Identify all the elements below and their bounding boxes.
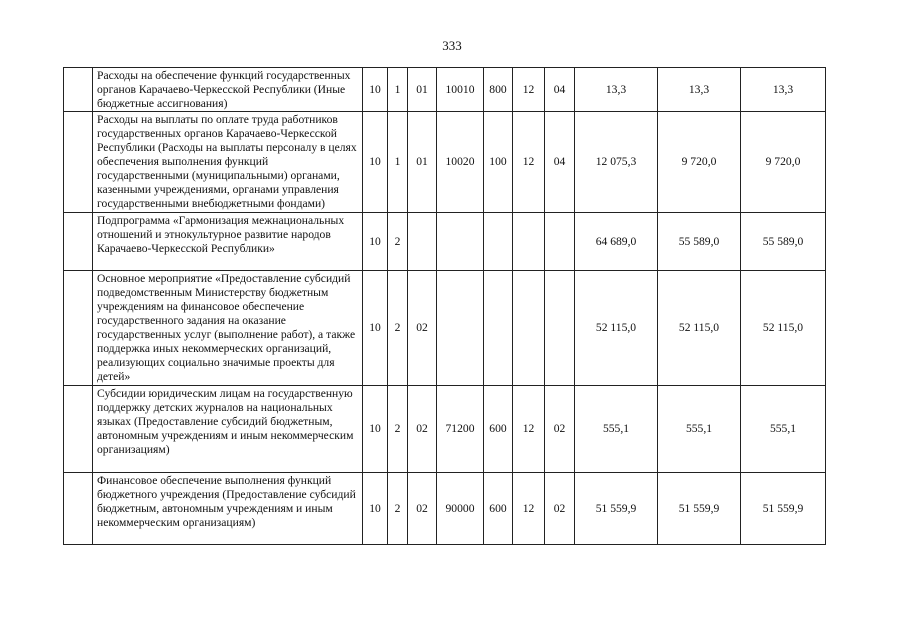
code-cell: 600	[484, 473, 513, 545]
blank-cell	[64, 473, 93, 545]
code-cell: 02	[545, 473, 575, 545]
code-cell: 10	[363, 112, 388, 213]
code-cell: 10	[363, 68, 388, 112]
amount-cell: 55 589,0	[658, 213, 741, 271]
code-cell	[437, 213, 484, 271]
code-cell	[408, 213, 437, 271]
blank-cell	[64, 68, 93, 112]
amount-cell: 13,3	[575, 68, 658, 112]
blank-cell	[64, 386, 93, 473]
row-name: Субсидии юридическим лицам на государственную поддержку детских журналов на национальных языках (Предоставление субсидий бюджетным, автономным учреждениям и иным некоммерческим организациям)	[93, 386, 363, 473]
row-name: Расходы на обеспечение функций государственных органов Карачаево-Черкесской Республики (Иные бюджетные ассигнования)	[93, 68, 363, 112]
table-row	[64, 68, 826, 112]
table-row	[64, 386, 826, 473]
code-cell: 10020	[437, 112, 484, 213]
amount-cell: 64 689,0	[575, 213, 658, 271]
amount-cell: 51 559,9	[658, 473, 741, 545]
amount-cell: 12 075,3	[575, 112, 658, 213]
row-name: Основное мероприятие «Предоставление субсидий подведомственным Министерству бюджетным учреждениям на финансовое обеспечение государственного задания на оказание государственных услуг (выполнение работ), а также поддержка иных некоммерческих организаций, реализующих социально значимые проекты для детей»	[93, 271, 363, 386]
code-cell: 02	[408, 271, 437, 386]
row-name: Расходы на выплаты по оплате труда работников государственных органов Карачаево-Черкесской Республики (Расходы на выплаты персоналу в целях обеспечения выполнения функций государственными (муниципальными) органами, казенными учреждениями, органами управления государственными внебюджетными фондами)	[93, 112, 363, 213]
amount-cell: 52 115,0	[741, 271, 826, 386]
row-name: Подпрограмма «Гармонизация межнациональных отношений и этнокультурное развитие народов Карачаево-Черкесской Республики»	[93, 213, 363, 271]
amount-cell: 51 559,9	[575, 473, 658, 545]
code-cell: 04	[545, 112, 575, 213]
code-cell: 02	[408, 473, 437, 545]
row-name: Финансовое обеспечение выполнения функций бюджетного учреждения (Предоставление субсидий бюджетным, автономным учреждениям и иным некоммерческим организациям)	[93, 473, 363, 545]
blank-cell	[64, 271, 93, 386]
page-number: 333	[442, 38, 462, 53]
code-cell: 10	[363, 386, 388, 473]
code-cell	[484, 271, 513, 386]
code-cell: 12	[513, 386, 545, 473]
code-cell: 01	[408, 68, 437, 112]
code-cell: 71200	[437, 386, 484, 473]
amount-cell: 9 720,0	[658, 112, 741, 213]
table-row	[64, 473, 826, 545]
code-cell: 2	[388, 473, 408, 545]
table-row	[64, 213, 826, 271]
amount-cell: 55 589,0	[741, 213, 826, 271]
code-cell: 600	[484, 386, 513, 473]
table-row	[64, 112, 826, 213]
amount-cell: 13,3	[741, 68, 826, 112]
amount-cell: 51 559,9	[741, 473, 826, 545]
budget-table	[63, 67, 826, 545]
blank-cell	[64, 112, 93, 213]
code-cell: 01	[408, 112, 437, 213]
code-cell	[545, 271, 575, 386]
blank-cell	[64, 213, 93, 271]
code-cell: 1	[388, 112, 408, 213]
code-cell: 12	[513, 68, 545, 112]
code-cell: 10	[363, 271, 388, 386]
table-row	[64, 271, 826, 386]
code-cell: 04	[545, 68, 575, 112]
code-cell: 100	[484, 112, 513, 213]
code-cell: 10	[363, 213, 388, 271]
amount-cell: 52 115,0	[658, 271, 741, 386]
code-cell: 02	[545, 386, 575, 473]
code-cell	[545, 213, 575, 271]
code-cell: 10	[363, 473, 388, 545]
code-cell	[484, 213, 513, 271]
code-cell	[513, 271, 545, 386]
amount-cell: 9 720,0	[741, 112, 826, 213]
code-cell: 2	[388, 271, 408, 386]
code-cell: 2	[388, 386, 408, 473]
code-cell	[513, 213, 545, 271]
code-cell: 12	[513, 112, 545, 213]
code-cell	[437, 271, 484, 386]
code-cell: 800	[484, 68, 513, 112]
code-cell: 1	[388, 68, 408, 112]
amount-cell: 13,3	[658, 68, 741, 112]
code-cell: 02	[408, 386, 437, 473]
amount-cell: 52 115,0	[575, 271, 658, 386]
code-cell: 90000	[437, 473, 484, 545]
amount-cell: 555,1	[741, 386, 826, 473]
code-cell: 10010	[437, 68, 484, 112]
amount-cell: 555,1	[658, 386, 741, 473]
amount-cell: 555,1	[575, 386, 658, 473]
code-cell: 2	[388, 213, 408, 271]
code-cell: 12	[513, 473, 545, 545]
